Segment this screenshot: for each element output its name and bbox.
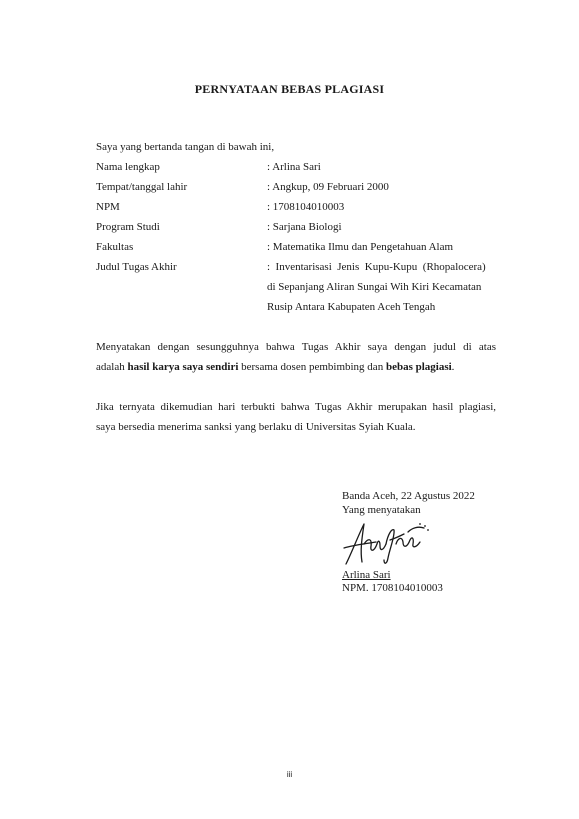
field-label: Judul Tugas Akhir: [96, 261, 177, 273]
intro-text: Saya yang bertanda tangan di bawah ini,: [96, 141, 275, 153]
signature-image: [340, 518, 432, 568]
statement-line: Menyatakan dengan sesungguhnya bahwa Tugas Akhir saya dengan judul di atas: [96, 341, 496, 353]
signer-npm: NPM. 1708104010003: [342, 582, 443, 594]
page-number: iii: [286, 770, 293, 779]
statement-line: [96, 357, 496, 377]
consequence-line: Jika ternyata dikemudian hari terbukti bahwa Tugas Akhir merupakan hasil plagiasi,: [96, 401, 496, 413]
field-value: : Arlina Sari: [267, 161, 321, 173]
signer-role: Yang menyatakan: [342, 504, 421, 516]
field-value: : 1708104010003: [267, 201, 345, 213]
field-row-nama: [96, 157, 496, 177]
field-label: NPM: [96, 201, 120, 213]
statement-bold: bebas plagiasi: [385, 361, 452, 373]
field-label: Program Studi: [96, 221, 160, 233]
place-date: Banda Aceh, 22 Agustus 2022: [342, 490, 475, 502]
statement-bold: hasil karya saya sendiri: [127, 361, 239, 373]
consequence-paragraph: [96, 397, 496, 437]
field-label: Tempat/tanggal lahir: [96, 181, 188, 193]
field-row-ttl: [96, 177, 496, 197]
statement-paragraph: [96, 337, 496, 377]
field-row-npm: [96, 197, 496, 217]
field-label: Fakultas: [96, 241, 134, 253]
judul-line: di Sepanjang Aliran Sungai Wih Kiri Kecamatan: [267, 281, 482, 293]
field-label: Nama lengkap: [96, 161, 160, 173]
signer-name-text: Arlina Sari: [342, 569, 391, 581]
statement-text: .: [451, 361, 455, 373]
judul-line: Rusip Antara Kabupaten Aceh Tengah: [267, 301, 436, 313]
statement-text: bersama dosen pembimbing dan: [238, 361, 386, 373]
field-value: : Matematika Ilmu dan Pengetahuan Alam: [267, 241, 454, 253]
judul-line: : Inventarisasi Jenis Kupu-Kupu (Rhopalocera): [267, 261, 486, 273]
page-title: PERNYATAAN BEBAS PLAGIASI: [194, 82, 385, 96]
field-row-fakultas: [96, 237, 496, 257]
consequence-line: saya bersedia menerima sanksi yang berlaku di Universitas Syiah Kuala.: [96, 421, 416, 433]
statement-text: adalah: [96, 361, 128, 373]
field-value: : Angkup, 09 Februari 2000: [267, 181, 389, 193]
field-value: : Sarjana Biologi: [267, 221, 342, 233]
field-row-judul: [96, 257, 496, 317]
field-row-prodi: [96, 217, 496, 237]
